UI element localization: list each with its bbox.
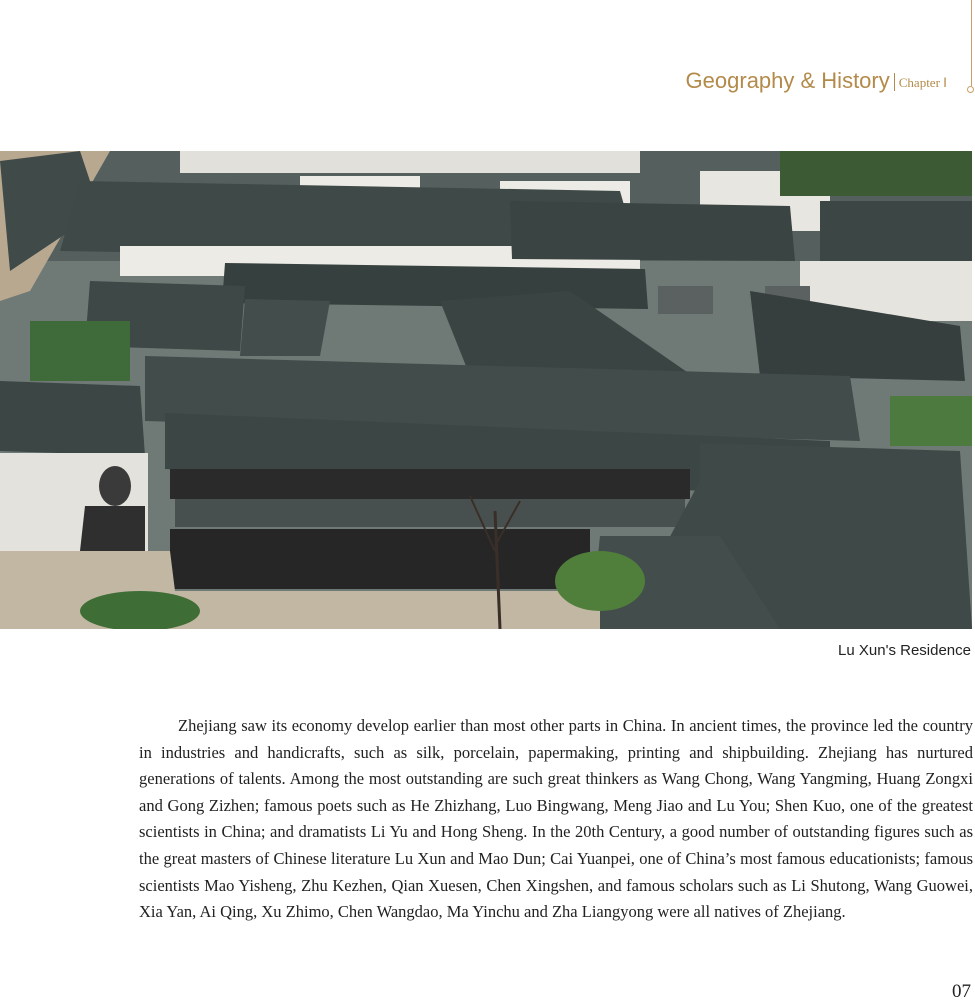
body-paragraph: Zhejiang saw its economy develop earlier than most other parts in China. In ancient times, the province led the country in industries and handicrafts, such as silk, porcelain, papermaking, printing and shipbuilding. Zhejiang has nurtured generations of talents. Among the most outstanding are such great thinkers as Wang Chong, Wang Yangming, Huang Zongxi and Gong Zizhen; famous poets such as He Zhizhang, Luo Bingwang, Meng Jiao and Lu You; Shen Kuo, one of the greatest scientists in China; and dramatists Li Yu and Hong Sheng. In the 20th Century, a good number of outstanding figures such as the great masters of Chinese literature Lu Xun and Mao Dun; Cai Yuanpei, one of China’s most famous educationists; famous scientists Mao Yisheng, Zhu Kezhen, Qian Xuesen, Chen Xingshen, and famous scholars such as Li Shutong, Wang Guowei, Xia Yan, Ai Qing, Xu Zhimo, Chen Wangdao, Ma Yinchu and Zha Liangyong were all natives of Zhejiang. <box>139 716 973 922</box>
header-separator <box>894 73 895 91</box>
section-title: Geography & History <box>685 68 890 93</box>
running-header <box>686 68 947 94</box>
header-rule-dot <box>967 86 974 93</box>
chapter-label: Chapter Ⅰ <box>898 75 947 90</box>
page-number: 07 <box>952 981 971 1002</box>
header-rule <box>971 0 972 86</box>
photo-caption: Lu Xun's Residence <box>838 642 971 659</box>
residence-photo <box>0 151 972 629</box>
